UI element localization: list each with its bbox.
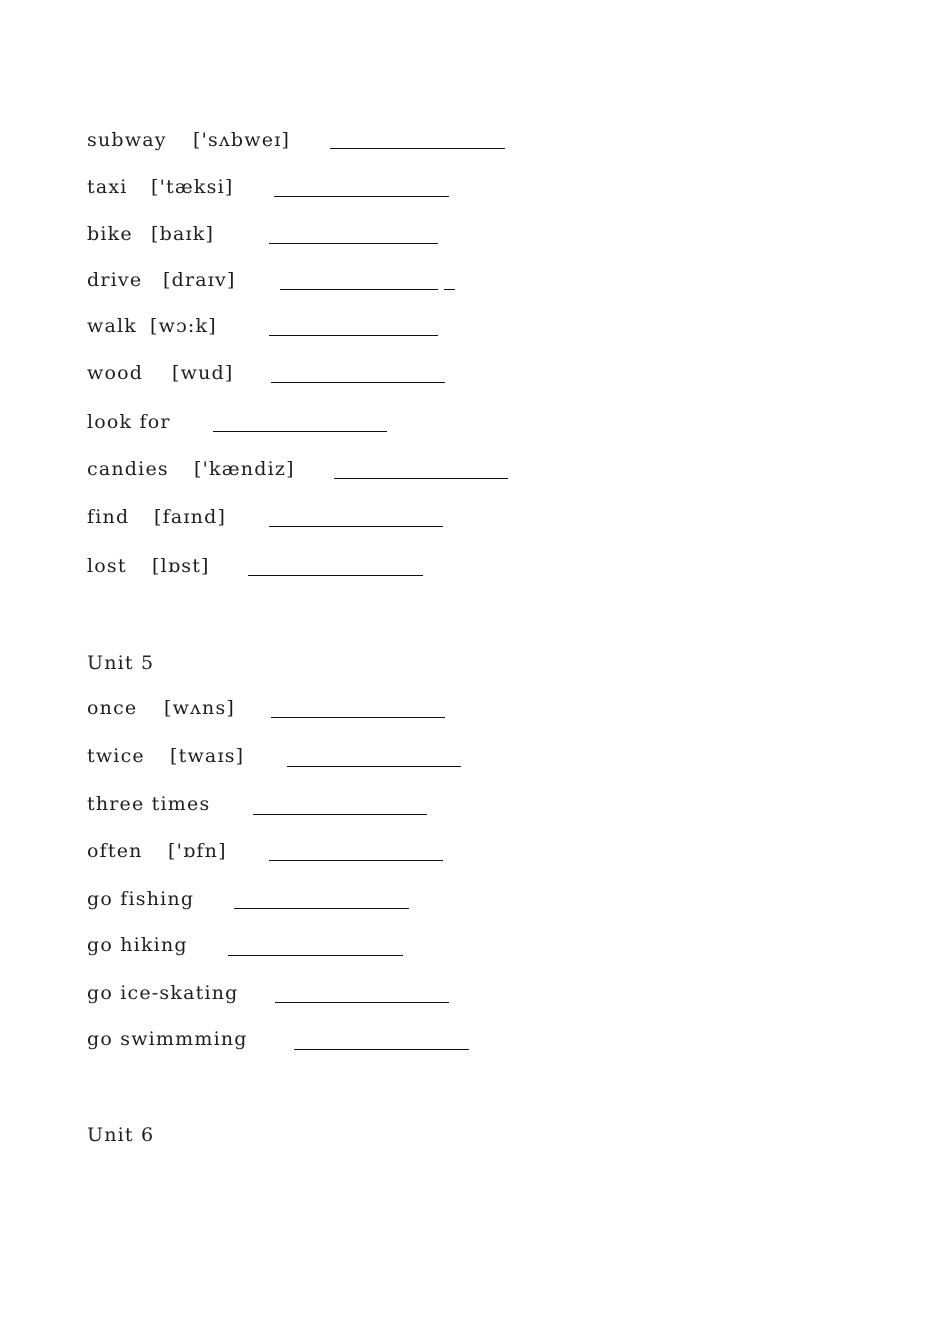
vocab-word: lost [87,555,127,577]
vocab-phonetic: ['sʌbweɪ] [193,129,291,151]
answer-blank[interactable] [228,955,403,956]
vocab-phonetic: ['kændiz] [194,458,295,480]
answer-blank[interactable] [274,196,449,197]
unit-heading: Unit 5 [87,652,155,674]
answer-blank[interactable] [334,478,508,479]
vocab-phonetic: [faɪnd] [154,506,227,528]
vocab-word: go fishing [87,888,195,910]
vocab-word: walk [87,315,137,337]
answer-blank[interactable] [253,814,427,815]
vocab-word: look for [87,411,171,433]
vocab-word: bike [87,223,133,245]
vocab-word: drive [87,269,143,291]
vocab-word: twice [87,745,145,767]
answer-blank[interactable] [330,148,505,149]
answer-blank[interactable] [269,243,438,244]
answer-blank[interactable] [213,431,387,432]
vocab-word: subway [87,129,167,151]
vocab-word: once [87,697,138,719]
answer-blank[interactable] [275,1002,449,1003]
vocab-phonetic: [baɪk] [151,223,215,245]
vocab-phonetic: [lɒst] [152,555,210,577]
vocab-phonetic: [draɪv] [163,269,236,291]
vocab-word: go hiking [87,934,188,956]
answer-blank[interactable] [287,766,461,767]
vocab-word: go ice-skating [87,982,239,1004]
answer-blank-extra [444,289,455,290]
answer-blank[interactable] [294,1049,469,1050]
vocab-word: often [87,840,143,862]
vocab-word: three times [87,793,211,815]
vocab-word: wood [87,362,144,384]
vocab-phonetic: ['ɒfn] [168,840,227,862]
answer-blank[interactable] [269,860,443,861]
vocab-word: go swimmming [87,1028,248,1050]
vocab-phonetic: [wud] [172,362,234,384]
vocab-phonetic: ['tæksi] [151,176,234,198]
vocab-word: taxi [87,176,128,198]
answer-blank[interactable] [271,382,445,383]
unit-heading: Unit 6 [87,1124,155,1146]
answer-blank[interactable] [234,908,409,909]
vocab-phonetic: [wʌns] [164,697,236,719]
answer-blank[interactable] [269,526,443,527]
answer-blank[interactable] [248,575,423,576]
answer-blank[interactable] [271,717,445,718]
vocab-phonetic: [twaɪs] [170,745,245,767]
vocab-word: candies [87,458,169,480]
vocab-phonetic: [wɔ:k] [150,315,217,337]
answer-blank[interactable] [269,335,438,336]
answer-blank[interactable] [280,289,438,290]
vocab-word: find [87,506,130,528]
